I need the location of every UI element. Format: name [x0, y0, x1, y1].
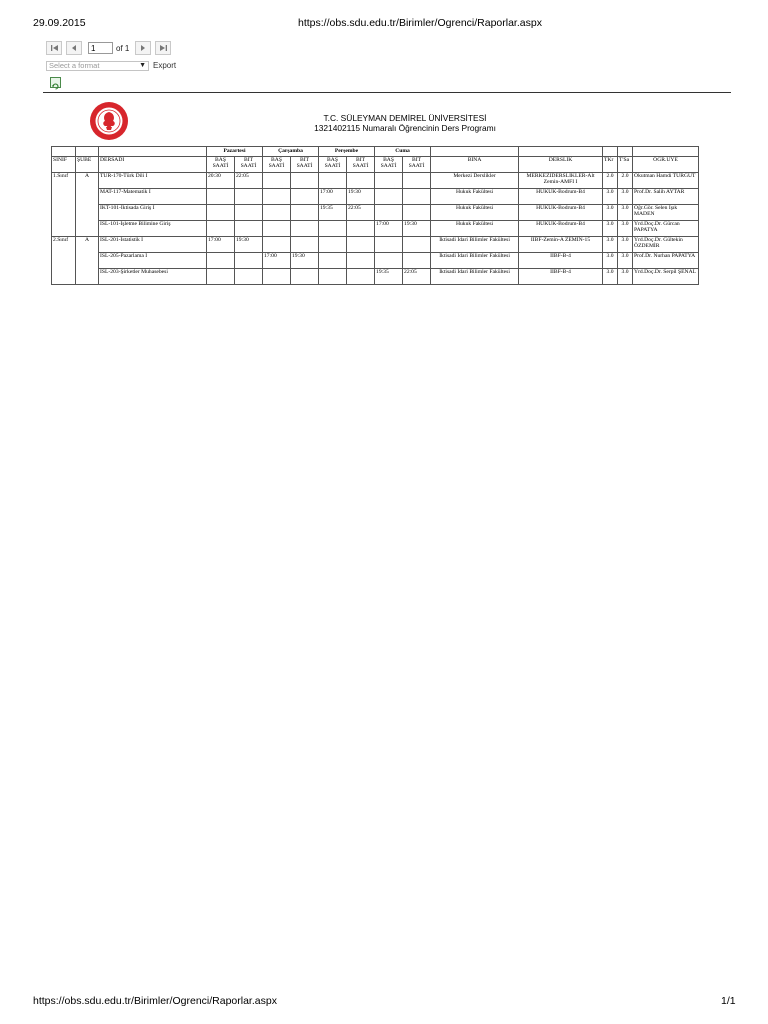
day-header: Perşembe — [319, 147, 375, 157]
ders-cell: ISL-205-Pazarlama I — [99, 253, 207, 269]
schedule-table — [51, 146, 699, 285]
per-bit-cell — [347, 173, 375, 189]
column-header: BİT SAATİ — [403, 157, 431, 173]
car-bas-cell — [263, 221, 291, 237]
bina-cell: Hukuk Fakültesi — [431, 205, 519, 221]
cum-bas-cell: 17:00 — [375, 221, 403, 237]
cum-bit-cell — [403, 173, 431, 189]
print-footer-url: https://obs.sdu.edu.tr/Birimler/Ogrenci/Raporlar.aspx — [33, 995, 277, 1007]
table-header-days — [52, 147, 699, 157]
per-bas-cell — [319, 221, 347, 237]
pzt-bas-cell — [207, 253, 235, 269]
cum-bas-cell: 19:35 — [375, 269, 403, 285]
table-row — [52, 205, 699, 221]
page-count-label: of 1 — [116, 43, 130, 53]
pzt-bit-cell — [235, 269, 263, 285]
car-bas-cell — [263, 269, 291, 285]
ders-cell: ISL-201-İstatistik I — [99, 237, 207, 253]
bina-cell: Merkezi Derslikler — [431, 173, 519, 189]
next-page-icon — [139, 44, 147, 52]
bina-cell: Hukuk Fakültesi — [431, 221, 519, 237]
per-bas-cell: 19:35 — [319, 205, 347, 221]
day-header: Çarşamba — [263, 147, 319, 157]
pzt-bas-cell — [207, 205, 235, 221]
bina-cell: Hukuk Fakültesi — [431, 189, 519, 205]
tsa-cell: 3.0 — [618, 253, 633, 269]
page-number-input[interactable] — [88, 42, 113, 54]
tsa-cell: 2.0 — [618, 173, 633, 189]
column-header: BAŞ SAATİ — [207, 157, 235, 173]
first-page-icon — [50, 44, 59, 52]
bina-cell: İktisadi İdari Bilimler Fakültesi — [431, 237, 519, 253]
derslik-cell: HUKUK-Bodrum-B4 — [519, 189, 603, 205]
cum-bas-cell — [375, 189, 403, 205]
format-select[interactable] — [46, 61, 149, 71]
car-bit-cell — [291, 237, 319, 253]
column-header: TKr — [603, 157, 618, 173]
tkr-cell: 3.0 — [603, 221, 618, 237]
pzt-bas-cell — [207, 269, 235, 285]
sinif-cell: 1.Sınıf — [52, 173, 76, 237]
table-row — [52, 237, 699, 253]
university-name: T.C. SÜLEYMAN DEMİREL ÜNİVERSİTESİ — [323, 113, 487, 123]
previous-page-button[interactable] — [66, 41, 82, 55]
cum-bas-cell — [375, 253, 403, 269]
pzt-bit-cell — [235, 253, 263, 269]
per-bas-cell — [319, 237, 347, 253]
format-select-placeholder: Select a format — [49, 61, 100, 70]
column-header: BAŞ SAATİ — [375, 157, 403, 173]
table-header-columns — [52, 157, 699, 173]
derslik-cell: HUKUK-Bodrum-B4 — [519, 205, 603, 221]
tkr-cell: 3.0 — [603, 205, 618, 221]
tkr-cell: 3.0 — [603, 189, 618, 205]
per-bas-cell — [319, 253, 347, 269]
tsa-cell: 3.0 — [618, 189, 633, 205]
cum-bit-cell — [403, 205, 431, 221]
table-row — [52, 253, 699, 269]
day-header: Pazartesi — [207, 147, 263, 157]
table-row — [52, 269, 699, 285]
per-bas-cell — [319, 173, 347, 189]
column-header: DERSLİK — [519, 157, 603, 173]
ders-cell: ISL-101-İşletme Bilimine Giriş — [99, 221, 207, 237]
cum-bas-cell — [375, 237, 403, 253]
day-header: Cuma — [375, 147, 431, 157]
column-header: ÖĞR.ÜYE — [633, 157, 699, 173]
refresh-icon — [51, 82, 60, 91]
cum-bit-cell: 19:30 — [403, 221, 431, 237]
pzt-bit-cell — [235, 189, 263, 205]
ders-cell: ISL-203-Şirketler Muhasebesi — [99, 269, 207, 285]
last-page-button[interactable] — [155, 41, 171, 55]
table-row — [52, 173, 699, 189]
export-button[interactable]: Export — [153, 61, 177, 70]
sube-cell: A — [76, 173, 99, 237]
sinif-cell: 2.Sınıf — [52, 237, 76, 285]
car-bit-cell — [291, 269, 319, 285]
per-bit-cell — [347, 269, 375, 285]
cum-bit-cell — [403, 253, 431, 269]
pzt-bit-cell — [235, 221, 263, 237]
derslik-cell: IIBF-Zemin-A ZEMİN-15 — [519, 237, 603, 253]
ogr-cell: Yrd.Doç.Dr. Gürcan PAPATYA — [633, 221, 699, 237]
derslik-cell: MERKEZIDERSLIKLER-Alt Zemin-AMFI I — [519, 173, 603, 189]
ders-cell: MAT-117-Matematik I — [99, 189, 207, 205]
previous-page-icon — [70, 44, 78, 52]
table-body — [52, 173, 699, 285]
bina-cell: İktisadi İdari Bilimler Fakültesi — [431, 253, 519, 269]
cum-bit-cell — [403, 237, 431, 253]
report-toolbar — [46, 41, 175, 55]
pzt-bit-cell: 22:05 — [235, 173, 263, 189]
ders-cell: TUR-170-Türk Dili I — [99, 173, 207, 189]
column-header: BAŞ SAATİ — [263, 157, 291, 173]
tsa-cell: 3.0 — [618, 221, 633, 237]
ogr-cell: Yrd.Doç.Dr. Serpil ŞENAL — [633, 269, 699, 285]
tsa-cell: 3.0 — [618, 237, 633, 253]
export-row — [46, 60, 176, 71]
tsa-cell: 3.0 — [618, 269, 633, 285]
university-logo — [86, 101, 132, 141]
tkr-cell: 3.0 — [603, 269, 618, 285]
per-bas-cell: 17:00 — [319, 189, 347, 205]
ogr-cell: Yrd.Doç.Dr. Gültekin ÖZDEMİR — [633, 237, 699, 253]
column-header: BİT SAATİ — [235, 157, 263, 173]
print-url: https://obs.sdu.edu.tr/Birimler/Ogrenci/Raporlar.aspx — [298, 17, 542, 29]
ogr-cell: Öğr.Gör. Selen Işık MADEN — [633, 205, 699, 221]
pzt-bas-cell: 17:00 — [207, 237, 235, 253]
car-bas-cell: 17:00 — [263, 253, 291, 269]
per-bit-cell — [347, 237, 375, 253]
print-page-number: 1/1 — [721, 995, 736, 1007]
first-page-button[interactable] — [46, 41, 62, 55]
derslik-cell: IIBF-B-4 — [519, 269, 603, 285]
pzt-bas-cell: 20:30 — [207, 173, 235, 189]
pzt-bit-cell: 19:30 — [235, 237, 263, 253]
tkr-cell: 3.0 — [603, 253, 618, 269]
per-bit-cell: 22:05 — [347, 205, 375, 221]
derslik-cell: IIBF-B-4 — [519, 253, 603, 269]
column-header: DERSADI — [99, 157, 207, 173]
per-bit-cell — [347, 253, 375, 269]
derslik-cell: HUKUK-Bodrum-B4 — [519, 221, 603, 237]
car-bit-cell: 19:30 — [291, 253, 319, 269]
per-bas-cell — [319, 269, 347, 285]
tkr-cell: 2.0 — [603, 173, 618, 189]
per-bit-cell — [347, 221, 375, 237]
report-subtitle: 1321402115 Numaralı Öğrencinin Ders Programı — [314, 122, 496, 133]
sube-cell: A — [76, 237, 99, 285]
column-header: BAŞ SAATİ — [319, 157, 347, 173]
cum-bas-cell — [375, 173, 403, 189]
ogr-cell: Prof.Dr. Salih AYTAR — [633, 189, 699, 205]
bina-cell: İktisadi İdari Bilimler Fakültesi — [431, 269, 519, 285]
table-row — [52, 221, 699, 237]
ders-cell: IKT-101-İktisada Giriş I — [99, 205, 207, 221]
last-page-icon — [159, 44, 168, 52]
car-bas-cell — [263, 173, 291, 189]
toolbar-divider — [43, 92, 731, 93]
column-header: BİNA — [431, 157, 519, 173]
ogr-cell: Okutman Hamdi TURGUT — [633, 173, 699, 189]
cum-bit-cell — [403, 189, 431, 205]
car-bas-cell — [263, 205, 291, 221]
column-header: T'Sa — [618, 157, 633, 173]
column-header: SINIF — [52, 157, 76, 173]
column-header: BİT SAATİ — [347, 157, 375, 173]
cum-bas-cell — [375, 205, 403, 221]
car-bas-cell — [263, 237, 291, 253]
per-bit-cell: 19:30 — [347, 189, 375, 205]
car-bit-cell — [291, 221, 319, 237]
cum-bit-cell: 22:05 — [403, 269, 431, 285]
column-header: BİT SAATİ — [291, 157, 319, 173]
pzt-bas-cell — [207, 221, 235, 237]
car-bit-cell — [291, 189, 319, 205]
refresh-button[interactable] — [50, 77, 61, 88]
car-bit-cell — [291, 173, 319, 189]
car-bit-cell — [291, 205, 319, 221]
pzt-bit-cell — [235, 205, 263, 221]
print-date: 29.09.2015 — [33, 17, 86, 29]
pzt-bas-cell — [207, 189, 235, 205]
dropdown-arrow-icon: ▼ — [139, 62, 146, 69]
next-page-button[interactable] — [135, 41, 151, 55]
report-title — [240, 114, 570, 133]
tsa-cell: 3.0 — [618, 205, 633, 221]
table-row — [52, 189, 699, 205]
tkr-cell: 3.0 — [603, 237, 618, 253]
column-header: ŞUBE — [76, 157, 99, 173]
ogr-cell: Prof.Dr. Nurhan PAPATYA — [633, 253, 699, 269]
car-bas-cell — [263, 189, 291, 205]
